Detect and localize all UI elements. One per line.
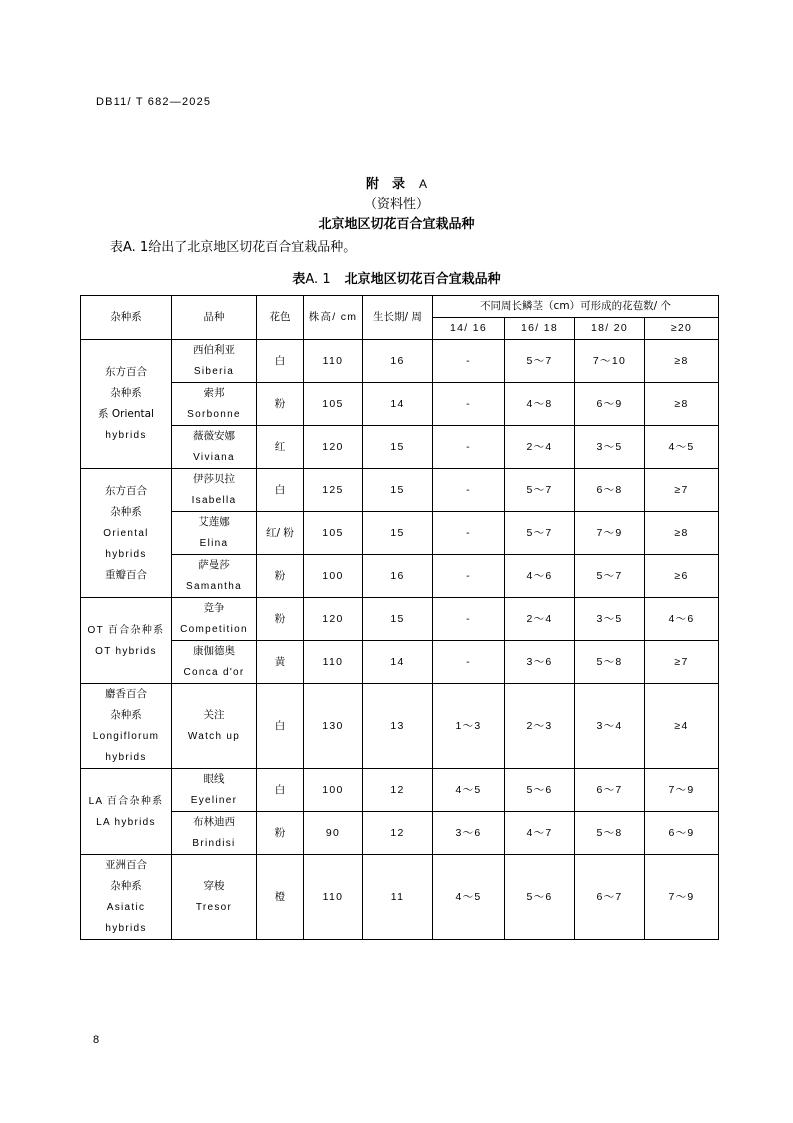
- plant-height-cell: 110: [304, 855, 363, 940]
- flower-color-cell: 红/ 粉: [257, 512, 304, 555]
- variety-cell: [172, 684, 257, 769]
- caption-prefix: 表: [292, 272, 306, 287]
- variety-name-en: Isabella: [191, 495, 237, 506]
- caption-title: 北京地区切花百合宜栽品种: [344, 272, 501, 287]
- flower-color-cell: 粉: [257, 812, 304, 855]
- variety-name-en: Tresor: [195, 902, 233, 913]
- header-hybrid: 杂种系: [81, 296, 172, 340]
- table-row: [81, 555, 719, 598]
- appendix-label: 附 录: [365, 177, 405, 192]
- flower-color-cell: 白: [257, 469, 304, 512]
- hybrid-group-cell: [81, 340, 172, 469]
- bud-count-18-20-cell: 6～9: [575, 383, 645, 426]
- bud-count-18-20-cell: 3～5: [575, 598, 645, 641]
- variety-name-cn: 布林迪西: [193, 816, 235, 828]
- flower-color-cell: 粉: [257, 598, 304, 641]
- bud-count-18-20-cell: 7～10: [575, 340, 645, 383]
- bud-count-16-18-cell: 5～6: [505, 855, 575, 940]
- variety-cell: [172, 555, 257, 598]
- variety-cell: [172, 855, 257, 940]
- bud-count-20-plus-cell: ≥7: [645, 469, 719, 512]
- bud-count-20-plus-cell: ≥8: [645, 512, 719, 555]
- bud-count-16-18-cell: 5～6: [505, 769, 575, 812]
- variety-cell: [172, 812, 257, 855]
- bud-count-16-18-cell: 4～7: [505, 812, 575, 855]
- table-row: [81, 684, 719, 769]
- growth-period-cell: 15: [363, 512, 433, 555]
- hybrid-name-line: 重瓣百合: [105, 568, 147, 581]
- header-bulb-group: 不同周长鳞茎（cm）可形成的花苞数/ 个: [433, 296, 719, 318]
- table-row: [81, 769, 719, 812]
- caption-number: A. 1: [305, 272, 331, 287]
- bud-count-20-plus-cell: ≥8: [645, 383, 719, 426]
- page-number: 8: [93, 1034, 100, 1046]
- hybrid-group-cell: [81, 684, 172, 769]
- header-size-14-16: 14/ 16: [433, 318, 505, 340]
- bud-count-14-16-cell: -: [433, 512, 505, 555]
- hybrid-group-cell: [81, 769, 172, 855]
- header-height: 株高/ cm: [304, 296, 363, 340]
- bud-count-14-16-cell: 1～3: [433, 684, 505, 769]
- variety-name-cn: 薇薇安娜: [193, 430, 235, 442]
- bud-count-14-16-cell: -: [433, 340, 505, 383]
- bud-count-14-16-cell: -: [433, 426, 505, 469]
- appendix-name: 北京地区切花百合宜栽品种: [318, 217, 475, 232]
- hybrid-name-line: OT hybrids: [95, 645, 157, 657]
- bud-count-16-18-cell: 2～4: [505, 598, 575, 641]
- bud-count-18-20-cell: 3～5: [575, 426, 645, 469]
- bud-count-20-plus-cell: 4～6: [645, 598, 719, 641]
- bud-count-18-20-cell: 5～8: [575, 812, 645, 855]
- variety-name-cn: 竞争: [203, 602, 225, 614]
- growth-period-cell: 16: [363, 555, 433, 598]
- growth-period-cell: 12: [363, 769, 433, 812]
- hybrid-name-line: 杂种系: [110, 387, 142, 399]
- variety-name-en: Viviana: [193, 452, 235, 463]
- hybrid-name-line: OT 百合杂种系: [87, 624, 165, 636]
- table-row: [81, 340, 719, 383]
- hybrid-name-line: Longiflorum: [92, 731, 160, 742]
- bud-count-18-20-cell: 6～8: [575, 469, 645, 512]
- variety-name-cn: 眼线: [203, 773, 225, 785]
- growth-period-cell: 14: [363, 641, 433, 684]
- growth-period-cell: 11: [363, 855, 433, 940]
- hybrid-name-line: 杂种系: [110, 709, 142, 721]
- intro-paragraph: 表A. 1给出了北京地区切花百合宜栽品种。: [110, 240, 357, 255]
- bud-count-20-plus-cell: 6～9: [645, 812, 719, 855]
- bud-count-14-16-cell: 4～5: [433, 855, 505, 940]
- variety-cell: [172, 340, 257, 383]
- table-caption: [0, 268, 793, 287]
- header-variety: 品种: [172, 296, 257, 340]
- variety-name-en: Elina: [199, 538, 229, 549]
- hybrid-name-line: LA 百合杂种系: [88, 795, 164, 807]
- appendix-letter: A: [419, 177, 428, 191]
- hybrid-name-line: 系 Oriental: [98, 408, 154, 420]
- hybrid-name-line: Oriental: [103, 527, 149, 539]
- growth-period-cell: 15: [363, 598, 433, 641]
- variety-cell: [172, 469, 257, 512]
- appendix-title: [0, 173, 793, 192]
- growth-period-cell: 15: [363, 426, 433, 469]
- hybrid-name-line: 东方百合: [105, 366, 147, 378]
- plant-height-cell: 110: [304, 641, 363, 684]
- bud-count-14-16-cell: -: [433, 383, 505, 426]
- variety-name-cn: 西伯利亚: [193, 344, 235, 356]
- variety-name-cn: 关注: [203, 709, 225, 721]
- variety-cell: [172, 512, 257, 555]
- bud-count-20-plus-cell: ≥8: [645, 340, 719, 383]
- variety-name-cn: 艾莲娜: [198, 516, 230, 528]
- hybrid-group-cell: [81, 469, 172, 598]
- table-row: [81, 512, 719, 555]
- variety-cell: [172, 641, 257, 684]
- plant-height-cell: 130: [304, 684, 363, 769]
- variety-cell: [172, 426, 257, 469]
- document-code: DB11/ T 682—2025: [96, 96, 212, 108]
- variety-name-cn: 康伽德奥: [193, 645, 235, 657]
- flower-color-cell: 白: [257, 769, 304, 812]
- hybrid-name-line: 杂种系: [110, 880, 142, 892]
- variety-cell: [172, 383, 257, 426]
- plant-height-cell: 100: [304, 555, 363, 598]
- hybrid-name-line: LA hybrids: [96, 816, 156, 828]
- plant-height-cell: 120: [304, 426, 363, 469]
- bud-count-18-20-cell: 7～9: [575, 512, 645, 555]
- growth-period-cell: 14: [363, 383, 433, 426]
- hybrid-name-line: hybrids: [105, 923, 147, 934]
- growth-period-cell: 13: [363, 684, 433, 769]
- variety-name-en: Conca d'or: [183, 667, 245, 678]
- table-row: [81, 812, 719, 855]
- bud-count-18-20-cell: 5～7: [575, 555, 645, 598]
- variety-name-en: Brindisi: [192, 838, 236, 849]
- bud-count-14-16-cell: 3～6: [433, 812, 505, 855]
- flower-color-cell: 黄: [257, 641, 304, 684]
- table-row: [81, 641, 719, 684]
- hybrid-name-line: 麝香百合: [105, 688, 147, 700]
- variety-name-cn: 穿梭: [203, 880, 225, 892]
- table-row: [81, 598, 719, 641]
- bud-count-18-20-cell: 3～4: [575, 684, 645, 769]
- plant-height-cell: 90: [304, 812, 363, 855]
- hybrid-name-line: 亚洲百合: [105, 859, 147, 871]
- variety-name-en: Eyeliner: [190, 795, 238, 806]
- variety-name-en: Samantha: [186, 581, 242, 592]
- bud-count-14-16-cell: -: [433, 598, 505, 641]
- growth-period-cell: 15: [363, 469, 433, 512]
- hybrid-name-line: hybrids: [105, 752, 147, 763]
- bud-count-14-16-cell: -: [433, 641, 505, 684]
- header-color: 花色: [257, 296, 304, 340]
- hybrid-group-cell: [81, 598, 172, 684]
- table-row: [81, 469, 719, 512]
- flower-color-cell: 红: [257, 426, 304, 469]
- plant-height-cell: 105: [304, 512, 363, 555]
- hybrid-group-cell: [81, 855, 172, 940]
- bud-count-20-plus-cell: 7～9: [645, 855, 719, 940]
- table-body: [81, 340, 719, 940]
- hybrid-name-line: hybrids: [105, 430, 147, 441]
- variety-cell: [172, 769, 257, 812]
- variety-name-en: Sorbonne: [187, 409, 241, 420]
- bud-count-14-16-cell: -: [433, 469, 505, 512]
- bud-count-16-18-cell: 4～8: [505, 383, 575, 426]
- bud-count-16-18-cell: 3～6: [505, 641, 575, 684]
- varieties-table: [80, 295, 719, 940]
- variety-name-cn: 索邦: [203, 387, 225, 399]
- variety-name-en: Watch up: [187, 731, 241, 742]
- plant-height-cell: 100: [304, 769, 363, 812]
- header-size-16-18: 16/ 18: [505, 318, 575, 340]
- bud-count-16-18-cell: 5～7: [505, 512, 575, 555]
- flower-color-cell: 白: [257, 684, 304, 769]
- table-row: [81, 426, 719, 469]
- hybrid-name-line: 东方百合: [105, 484, 147, 497]
- bud-count-16-18-cell: 5～7: [505, 340, 575, 383]
- bud-count-16-18-cell: 2～4: [505, 426, 575, 469]
- plant-height-cell: 120: [304, 598, 363, 641]
- bud-count-20-plus-cell: ≥7: [645, 641, 719, 684]
- variety-name-cn: 伊莎贝拉: [193, 473, 235, 485]
- bud-count-20-plus-cell: ≥6: [645, 555, 719, 598]
- header-period: 生长期/ 周: [363, 296, 433, 340]
- plant-height-cell: 125: [304, 469, 363, 512]
- bud-count-20-plus-cell: 4～5: [645, 426, 719, 469]
- bud-count-14-16-cell: -: [433, 555, 505, 598]
- bud-count-20-plus-cell: ≥4: [645, 684, 719, 769]
- bud-count-16-18-cell: 4～6: [505, 555, 575, 598]
- header-size-18-20: 18/ 20: [575, 318, 645, 340]
- plant-height-cell: 105: [304, 383, 363, 426]
- table-row: [81, 383, 719, 426]
- bud-count-16-18-cell: 5～7: [505, 469, 575, 512]
- hybrid-name-line: hybrids: [105, 548, 147, 560]
- hybrid-name-line: 杂种系: [110, 505, 142, 518]
- bud-count-18-20-cell: 6～7: [575, 769, 645, 812]
- appendix-nature: （资料性）: [363, 197, 429, 212]
- growth-period-cell: 16: [363, 340, 433, 383]
- variety-name-en: Competition: [180, 624, 248, 635]
- hybrid-name-line: Asiatic: [106, 902, 146, 913]
- header-size-20-plus: ≥20: [645, 318, 719, 340]
- flower-color-cell: 橙: [257, 855, 304, 940]
- plant-height-cell: 110: [304, 340, 363, 383]
- variety-name-cn: 萨曼莎: [198, 559, 230, 571]
- bud-count-18-20-cell: 5～8: [575, 641, 645, 684]
- bud-count-20-plus-cell: 7～9: [645, 769, 719, 812]
- flower-color-cell: 粉: [257, 555, 304, 598]
- flower-color-cell: 粉: [257, 383, 304, 426]
- variety-cell: [172, 598, 257, 641]
- bud-count-16-18-cell: 2～3: [505, 684, 575, 769]
- growth-period-cell: 12: [363, 812, 433, 855]
- variety-name-en: Siberia: [193, 366, 235, 377]
- flower-color-cell: 白: [257, 340, 304, 383]
- bud-count-18-20-cell: 6～7: [575, 855, 645, 940]
- bud-count-14-16-cell: 4～5: [433, 769, 505, 812]
- table-row: [81, 855, 719, 940]
